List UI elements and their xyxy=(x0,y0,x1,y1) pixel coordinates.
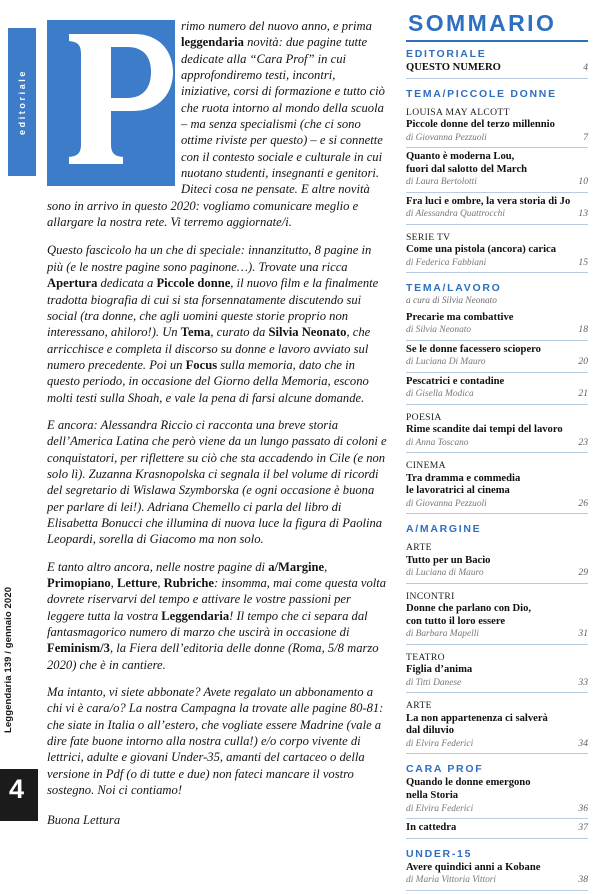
toc-entry-author: di Federica Fabbiani xyxy=(406,257,487,268)
toc-entry[interactable] xyxy=(406,713,588,755)
toc-entry-page: 20 xyxy=(578,356,588,368)
editorial-paragraph-2: Questo fascicolo ha un che di speciale: innanzitutto, 8 pagine in più (e le nostre pagine sono paginone…). Trovate una ricca Apertura dedicata a Piccole donne, il nuovo film e la finalmente tradotta biografia di cui si sta forsennatamente discutendo sui social (tra donne, che agli uomini queste storie proprio non interessano, ahiloro!). Un Tema, curato da Silvia Neonato, che arricchisce e completa il discorso su donne e lavoro avviato sul numero precedente. Poi un Focus sulla memoria, dato che in questo periodo, in occasione del Giorno della Memoria, escono molti testi sulla Shoah, e vale la pena di farsi alcune domande. xyxy=(47,243,379,405)
page-number: 4 xyxy=(9,774,25,804)
toc-entry[interactable] xyxy=(406,555,588,584)
toc-entry-author: di Gisella Modica xyxy=(406,389,474,400)
toc-entry-author: di Alessandra Quattrocchi xyxy=(406,209,505,220)
toc-title: SOMMARIO xyxy=(408,10,557,36)
toc-entry-page: 15 xyxy=(578,256,588,268)
toc-entry-kicker: CINEMA xyxy=(406,460,446,472)
toc-entry-title: Rime scandite dai tempi del lavoro xyxy=(406,424,563,436)
toc-entry-page: 29 xyxy=(578,567,588,579)
toc-entry-kicker: ARTE xyxy=(406,700,432,712)
toc-entry[interactable] xyxy=(406,777,588,819)
toc-entry-author: di Anna Toscano xyxy=(406,437,469,448)
toc-entry-author: di Laura Bertolotti xyxy=(406,177,477,188)
toc-entry-title: Donne che parlano con Dio, con tutto il loro essere xyxy=(406,603,532,627)
toc-entry-author: di Maria Vittoria Vittori xyxy=(406,875,497,886)
toc-entry-page: 10 xyxy=(578,176,588,188)
toc-entry-author: di Elvira Federici xyxy=(406,803,474,814)
page-number-badge xyxy=(0,769,38,821)
toc-entry-author: di Luciana Di Mauro xyxy=(406,357,486,368)
toc-title-rule xyxy=(406,40,588,42)
toc-entry-kicker: SERIE TV xyxy=(406,231,451,243)
toc-entry-kicker: INCONTRI xyxy=(406,590,455,602)
toc-entry-title: In cattedra xyxy=(406,822,457,834)
toc-entry-page: 4 xyxy=(583,62,588,74)
toc-entry-title: Piccole donne del terzo millennio xyxy=(406,119,555,131)
toc-entry-title: Avere quindici anni a Kobane xyxy=(406,861,541,873)
toc-entry-author: di Titti Danese xyxy=(406,677,462,688)
toc-entry-author: di Elvira Federici xyxy=(406,738,474,749)
toc-entry[interactable] xyxy=(406,62,588,79)
editorial-paragraph-4: E tanto altro ancora, nelle nostre pagine di a/Margine, Primopiano, Letture, Rubriche: insomma, mai come questa volta dovrete riservarvi del tempo e attivare le vostre passioni per leggere tutta la vostra Leggendaria! Il tempo che ci separa dal fantasmagorico numero di marzo che uscirà in occasione di Feminism/3, la Fiera dell’editoria delle donne (Roma, 5/8 marzo 2020) che è in cantiere. xyxy=(47,559,387,672)
toc-entry[interactable] xyxy=(406,664,588,693)
toc-entry-title: Quanto è moderna Lou, fuori dal salotto del March xyxy=(406,151,528,175)
toc-entry[interactable] xyxy=(406,244,588,273)
toc-section-heading: UNDER-15 xyxy=(406,847,473,860)
toc-section-heading: TEMA/PICCOLE DONNE xyxy=(406,87,557,100)
editorial-paragraph-1: rimo numero del nuovo anno, e prima leggendaria novità: due pagine tutte dedicate alla “Cara Prof” in cui approfondiremo testi, incontri, iniziative, corsi di formazione e tutto ciò che ruota intorno al mondo della scuola – ma senza specialismi (che ci sono ottime riviste per questo) – e si connette con il contesto sociale e culturale in cui nuotano studenti, insegnanti e genitori. Diteci cosa ne pensate. E altre novità sono in arrivo in questo 2020: vogliamo comunicare meglio e allargare la nostra rete. Vi terremo aggiornate/i. xyxy=(47,19,385,230)
toc-entry-title: Figlia d’anima xyxy=(406,664,473,676)
toc-entry[interactable] xyxy=(406,196,588,225)
issue-imprint-label: Leggendaria 139 / gennaio 2020 xyxy=(3,586,14,733)
toc-entry-kicker: ARTE xyxy=(406,542,432,554)
toc-entry-title: La non appartenenza ci salverà dal diluvio xyxy=(406,712,548,737)
toc-entry-page: 23 xyxy=(578,436,588,448)
toc-entry-title: QUESTO NUMERO xyxy=(406,62,501,74)
toc-entry[interactable] xyxy=(406,822,588,839)
toc-entry-kicker: TEATRO xyxy=(406,651,445,663)
table-of-contents xyxy=(406,12,588,894)
toc-entry[interactable] xyxy=(406,603,588,645)
toc-entry-title: Tutto per un Bacio xyxy=(406,554,491,566)
toc-entry-title: Come una pistola (ancora) carica xyxy=(406,244,557,256)
toc-entry[interactable] xyxy=(406,424,588,453)
toc-entry-title: Pescatrici e contadine xyxy=(406,375,505,387)
toc-entry-page: 38 xyxy=(578,874,588,886)
toc-entry-page: 26 xyxy=(578,497,588,509)
toc-section-heading: A/MARGINE xyxy=(406,523,482,536)
toc-entry-title: Quando le donne emergono nella Storia xyxy=(406,777,531,802)
issue-imprint xyxy=(3,523,22,733)
toc-entry-author: di Luciana di Mauro xyxy=(406,568,484,579)
section-tab-editoriale xyxy=(8,28,36,176)
toc-section-list xyxy=(406,48,588,891)
toc-entry-page: 7 xyxy=(583,131,588,143)
toc-entry-page: 37 xyxy=(578,822,588,834)
toc-entry[interactable] xyxy=(406,119,588,148)
toc-entry-kicker: LOUISA MAY ALCOTT xyxy=(406,106,510,118)
editorial-signoff: Buona Lettura xyxy=(47,813,121,828)
toc-entry-title: Se le donne facessero sciopero xyxy=(406,343,541,355)
page-spine xyxy=(0,0,46,821)
drop-cap-P xyxy=(47,20,175,186)
toc-entry-page: 34 xyxy=(578,737,588,749)
toc-entry[interactable] xyxy=(406,862,588,891)
editorial-paragraph-5: Ma intanto, vi siete abbonate? Avete regalato un abbonamento a chi vi è cara/o? La nostra Campagna la trovate alle pagine 80-81: che siate in Italia o all’estero, che vogliate essere Madrine (vale a dire fate buone intorno alla nostra culla!) e/o corpo vivente di lettrici, adulte e giovani Under-35, amanti del cartaceo o della versione in Pdf (o di tutte e due) non fateci mancare il vostro sostegno. Noi ci contiamo! xyxy=(47,685,384,798)
toc-section-heading: EDITORIALE xyxy=(406,48,487,60)
editorial-paragraph-3: E ancora: Alessandra Riccio ci racconta una breve storia dell’America Latina che però viene da un lungo passato di coloni e conquistatori, per riflettere su ciò che sta accadendo in Cile (e non solo lì). Zuzanna Krasnopolska ci segnala il bel volume di ricordi del segretario di Wislawa Szymborska (e ogni occasione è buona per parlare di lei!). Adriana Chemello ci parla del libro di Elisabetta Bonucci che illumina di nuova luce la figura di Paolina Leopardi, sorella di Giacomo ma non solo. xyxy=(47,417,387,547)
toc-section-subtitle: a cura di Silvia Neonato xyxy=(406,296,497,307)
toc-entry-page: 36 xyxy=(578,802,588,814)
toc-entry-title: Fra luci e ombre, la vera storia di Jo xyxy=(406,195,571,207)
toc-section-heading: TEMA/LAVORO xyxy=(406,282,502,295)
toc-entry[interactable] xyxy=(406,151,588,193)
toc-entry-author: di Giovanna Pezzuoli xyxy=(406,132,487,143)
toc-entry-page: 33 xyxy=(578,676,588,688)
toc-entry-author: di Giovanna Pezzuoli xyxy=(406,498,487,509)
toc-entry-title: Precarie ma combattive xyxy=(406,311,514,323)
toc-entry-page: 18 xyxy=(578,324,588,336)
toc-entry[interactable] xyxy=(406,473,588,515)
toc-entry[interactable] xyxy=(406,344,588,373)
editorial-article xyxy=(47,18,387,828)
toc-entry[interactable] xyxy=(406,376,588,405)
toc-section-heading: CARA PROF xyxy=(406,763,484,776)
toc-entry-title: Tra dramma e commedia le lavoratrici al cinema xyxy=(406,472,521,497)
section-tab-label: editoriale xyxy=(17,68,27,136)
toc-entry[interactable] xyxy=(406,312,588,341)
toc-entry-page: 13 xyxy=(578,208,588,220)
toc-entry-page: 31 xyxy=(578,628,588,640)
toc-entry-author: di Barbara Mapelli xyxy=(406,629,479,640)
toc-entry-kicker: POESIA xyxy=(406,411,442,423)
toc-entry-page: 21 xyxy=(578,388,588,400)
toc-entry-author: di Silvia Neonato xyxy=(406,325,472,336)
